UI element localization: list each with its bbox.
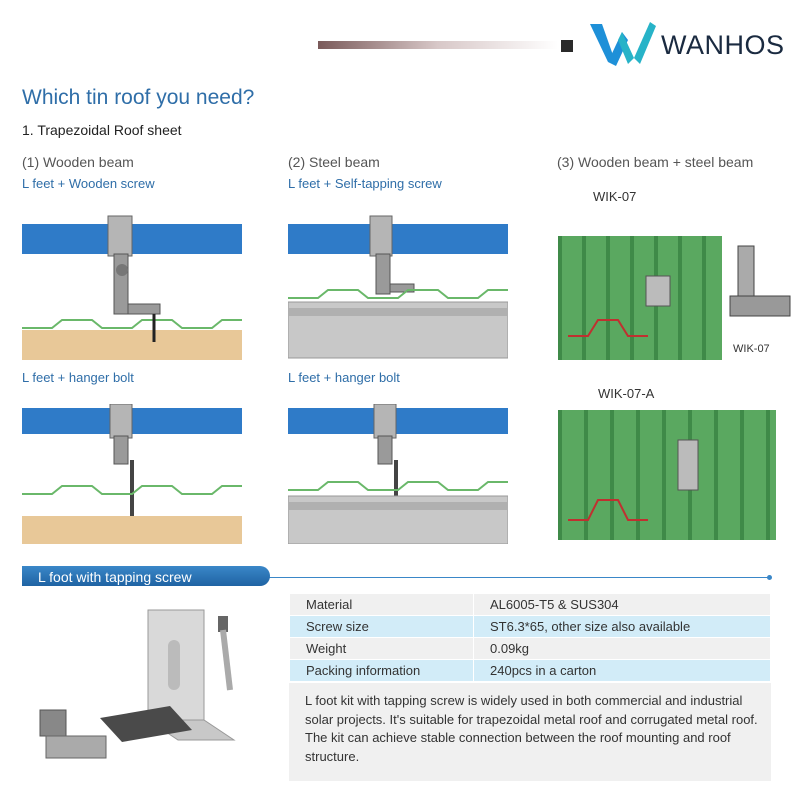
photo-wik-07-a <box>558 410 776 540</box>
caption-l-feet-hanger-bolt-wooden: L feet + hanger bolt <box>22 370 134 385</box>
section-banner-label: L foot with tapping screw <box>38 569 192 585</box>
spec-key: Screw size <box>290 616 474 638</box>
header-decor-square <box>561 40 573 52</box>
product-l-foot-kit-photo <box>30 600 280 785</box>
spec-value: 240pcs in a carton <box>474 660 771 682</box>
section-title: 1. Trapezoidal Roof sheet <box>22 122 182 138</box>
spec-key: Packing information <box>290 660 474 682</box>
spec-row <box>290 616 771 638</box>
page-title: Which tin roof you need? <box>22 86 255 109</box>
wanhos-logo-icon <box>588 18 656 68</box>
spec-value: ST6.3*65, other size also available <box>474 616 771 638</box>
spec-row <box>290 594 771 616</box>
column-head-steel-beam: (2) Steel beam <box>288 154 380 170</box>
spec-key: Weight <box>290 638 474 660</box>
banner-rule-dot <box>767 575 772 580</box>
caption-l-feet-hanger-bolt-steel: L feet + hanger bolt <box>288 370 400 385</box>
spec-key: Material <box>290 594 474 616</box>
spec-value: 0.09kg <box>474 638 771 660</box>
brand-name: WANHOS <box>661 30 785 60</box>
spec-row <box>290 638 771 660</box>
diagram-self-tapping-screw <box>288 208 508 360</box>
spec-row <box>290 660 771 682</box>
diagram-wooden-screw <box>22 208 242 360</box>
column-head-mixed-beam: (3) Wooden beam + steel beam <box>557 154 754 170</box>
diagram-hanger-bolt-steel <box>288 404 508 544</box>
photo-tag-wik-07: WIK-07 <box>733 343 770 355</box>
spec-table <box>289 593 771 682</box>
model-label-wik-07-a: WIK-07-A <box>598 386 655 401</box>
model-label-wik-07: WIK-07 <box>593 189 637 204</box>
product-description: L foot kit with tapping screw is widely used in both commercial and industrial solar projects. It's suitable for trapezoidal metal roof and corrugated metal roof. The kit can achieve stable connection between the roof mounting and roof structure. <box>305 693 758 764</box>
header-decor-bar <box>318 41 558 49</box>
caption-l-feet-self-tapping-screw: L feet + Self-tapping screw <box>288 176 442 191</box>
column-head-wooden-beam: (1) Wooden beam <box>22 154 134 170</box>
caption-l-feet-wooden-screw: L feet + Wooden screw <box>22 176 155 191</box>
diagram-hanger-bolt-wooden <box>22 404 242 544</box>
spec-value: AL6005-T5 & SUS304 <box>474 594 771 616</box>
photo-wik-07 <box>558 236 800 360</box>
